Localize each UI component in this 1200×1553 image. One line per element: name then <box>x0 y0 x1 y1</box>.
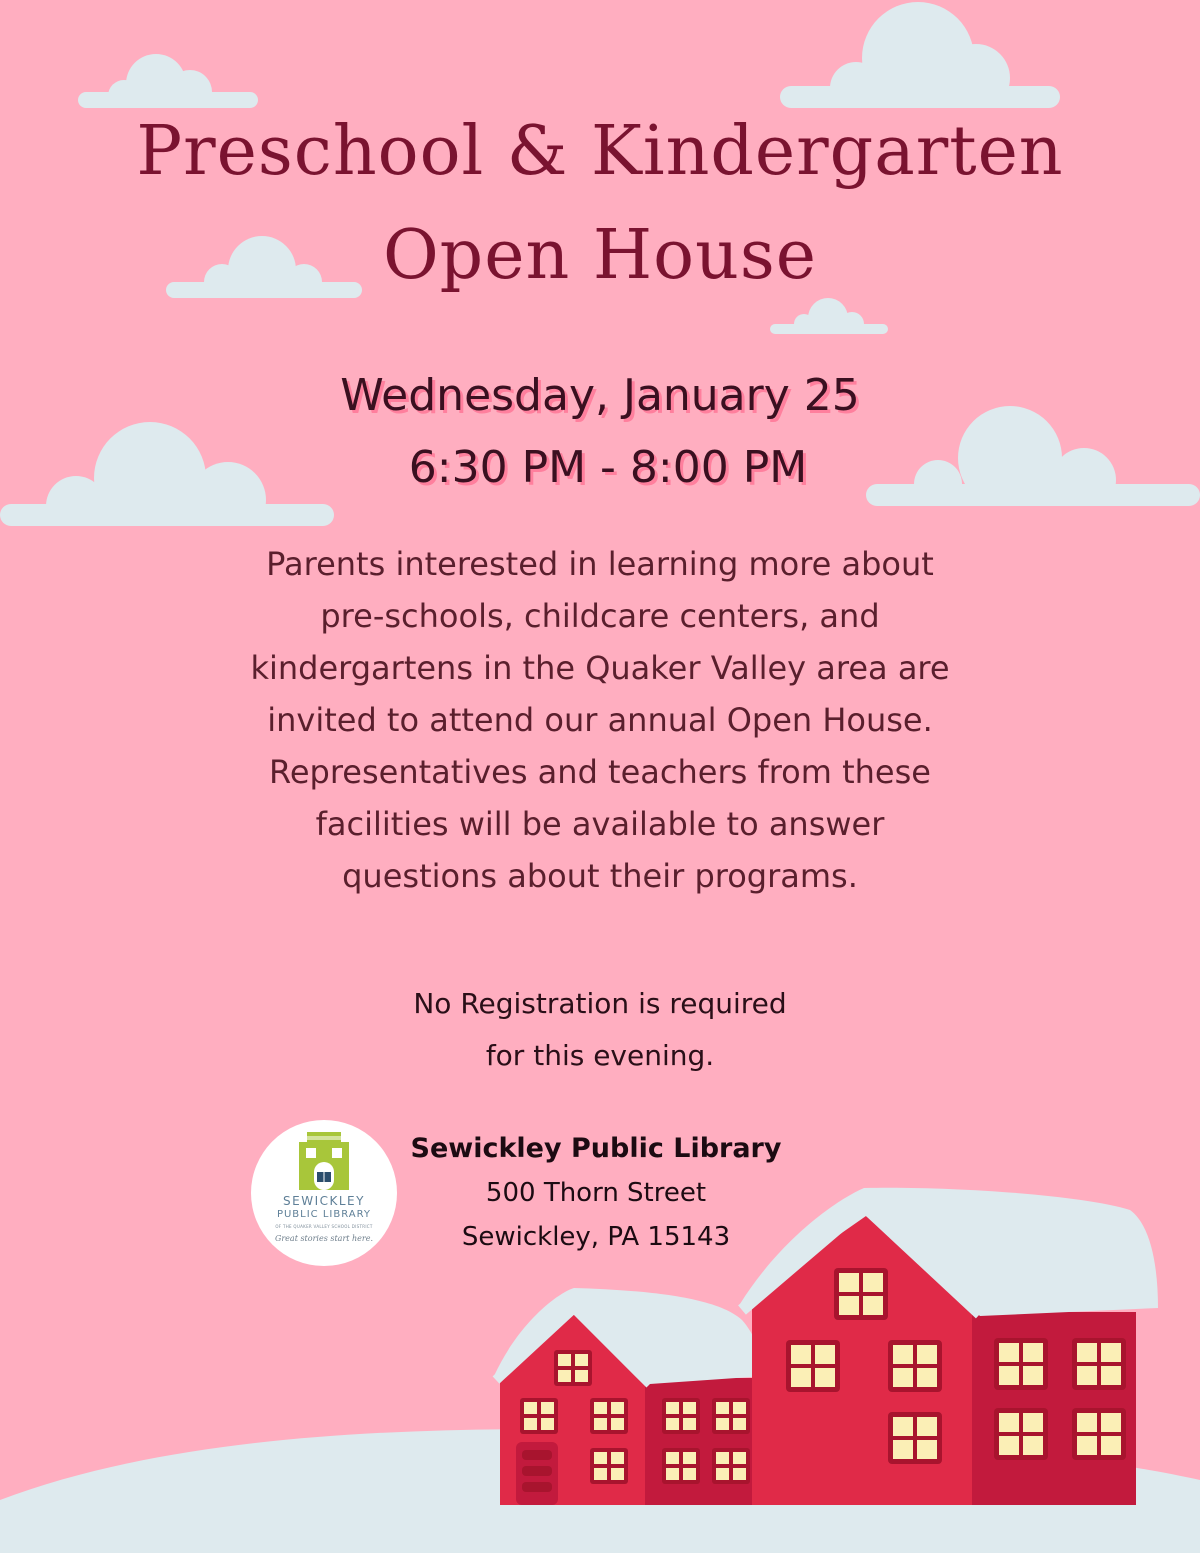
title-line-1: Preschool & Kindergarten <box>136 112 1064 191</box>
event-description: Parents interested in learning more about pre-schools, childcare centers, and kindergartens in the Quaker Valley area are invited to attend our annual Open House. Representatives and teachers from these facilities will be available to answer questions about their programs. <box>250 545 950 895</box>
location-street: 500 Thorn Street <box>485 1178 707 1208</box>
logo-name-line-1: SEWICKLEY <box>283 1194 365 1208</box>
title-line-2: Open House <box>382 216 818 295</box>
snowy-houses-illustration <box>0 1180 1200 1553</box>
event-title <box>0 100 1200 308</box>
registration-note <box>0 978 1200 1082</box>
event-date: Wednesday, January 25 <box>340 370 860 421</box>
event-time: 6:30 PM - 8:00 PM <box>408 442 808 493</box>
logo-subtitle: OF THE QUAKER VALLEY SCHOOL DISTRICT <box>275 1224 373 1229</box>
location-name: Sewickley Public Library <box>410 1133 782 1164</box>
registration-line-2: for this evening. <box>485 1039 715 1072</box>
logo-tagline: Great stories start here. <box>274 1234 374 1243</box>
location-city: Sewickley, PA 15143 <box>461 1222 731 1252</box>
logo-name-line-2: PUBLIC LIBRARY <box>276 1209 372 1220</box>
registration-line-1: No Registration is required <box>413 987 787 1020</box>
cloud-top-right <box>780 0 1060 108</box>
event-datetime <box>0 360 1200 504</box>
